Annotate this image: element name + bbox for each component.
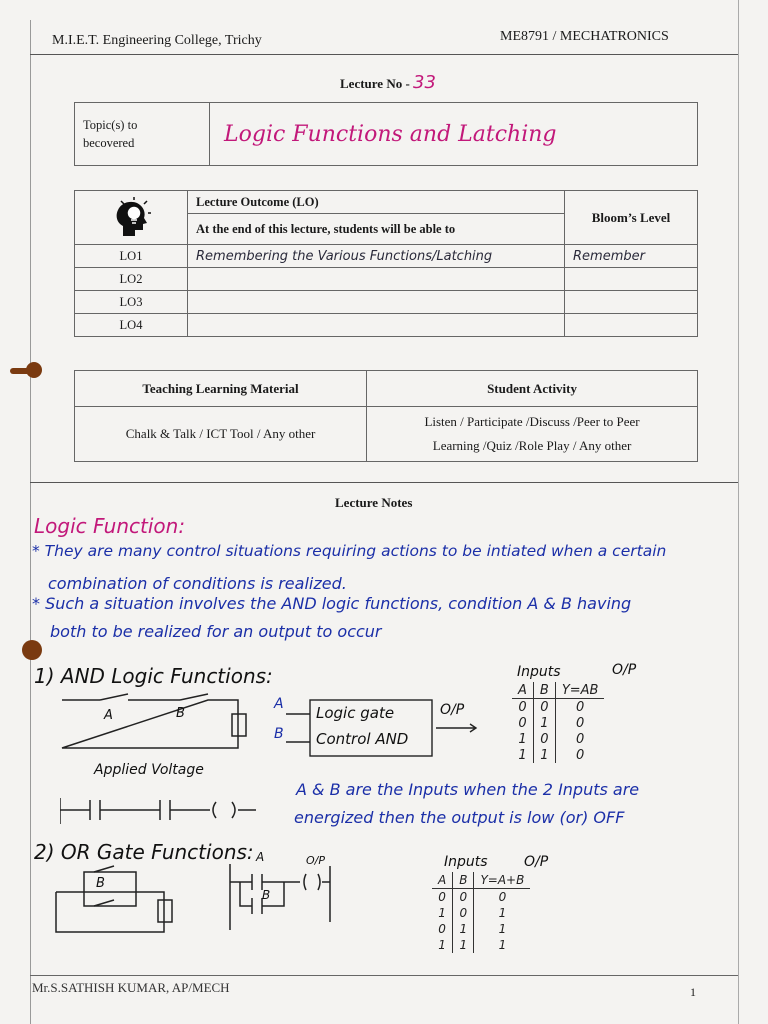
- lecture-label: Lecture No -: [340, 76, 414, 91]
- or-cell: 1: [453, 921, 474, 937]
- activity-options: [367, 407, 698, 462]
- college-name: M.I.E.T. Engineering College, Trichy: [52, 33, 262, 48]
- gate-output-label: O/P: [440, 702, 465, 718]
- notes-line-1: * They are many control situations requiring actions to be intiated when a certain: [32, 542, 667, 560]
- topic-value: Logic Functions and Latching: [210, 103, 698, 166]
- lo-icon-cell: [75, 191, 188, 245]
- and-cell: 1: [533, 715, 555, 731]
- lo-header: Lecture Outcome (LO): [188, 191, 565, 214]
- and-ladder-rung: [60, 796, 260, 826]
- applied-voltage-label: Applied Voltage: [94, 762, 204, 778]
- or-cell: 1: [498, 938, 507, 952]
- and-col-b: B: [533, 682, 555, 699]
- lo-text: [188, 291, 565, 314]
- logic-gate-label-1: Logic gate: [316, 704, 395, 722]
- topic-label: [75, 103, 210, 166]
- and-cell: 0: [576, 747, 585, 763]
- topic-table: [74, 102, 698, 166]
- or-cell: 1: [498, 922, 507, 936]
- binder-punch-tail-1: [10, 368, 32, 374]
- teaching-activity-table: [74, 370, 698, 462]
- or-col-a: A: [432, 872, 453, 889]
- header-divider: [30, 54, 738, 55]
- notes-divider: [30, 482, 738, 483]
- lo-bloom: Remember: [565, 245, 698, 268]
- or-col-b: B: [453, 872, 474, 889]
- lecture-number-value: 33: [413, 72, 436, 93]
- and-cell: 1: [512, 731, 533, 747]
- footer-divider: [30, 975, 738, 976]
- lo-id: LO3: [75, 291, 188, 314]
- lecture-notes-title: Lecture Notes: [335, 495, 413, 510]
- gate-input-b: B: [274, 726, 284, 742]
- notes-line-3: * Such a situation involves the AND logic functions, condition A & B having: [32, 594, 632, 613]
- lo-id: LO4: [75, 314, 188, 337]
- and-cell: 0: [512, 715, 533, 731]
- and-cell: 0: [576, 699, 585, 715]
- or-heading: 2) OR Gate Functions:: [34, 840, 254, 864]
- material-options: Chalk & Talk / ICT Tool / Any other: [75, 407, 367, 462]
- lecture-outcome-table: [74, 190, 698, 337]
- notes-line-4: both to be realized for an output to occur: [50, 622, 382, 641]
- or-cell: 1: [432, 937, 453, 953]
- or-table-inputs-label: Inputs: [444, 854, 488, 870]
- and-col-a: A: [512, 682, 533, 699]
- and-cell: 0: [512, 699, 533, 716]
- logic-gate-label-2: Control AND: [316, 730, 409, 748]
- page-number: 1: [690, 985, 696, 999]
- and-table-inputs-label: Inputs: [517, 664, 561, 680]
- topic-label-line2: becovered: [83, 136, 135, 150]
- activity-line2: Learning /Quiz /Role Play / Any other: [432, 438, 632, 453]
- footer-author: Mr.S.SATHISH KUMAR, AP/MECH: [32, 980, 230, 995]
- material-header: Teaching Learning Material: [75, 371, 367, 407]
- switch-label-a: A: [104, 708, 113, 723]
- lo-text: [188, 268, 565, 291]
- lecture-number: [340, 72, 436, 93]
- or-cell: 0: [432, 921, 453, 937]
- or-switch-label-b: B: [96, 876, 105, 891]
- activity-line1: Listen / Participate /Discuss /Peer to Peer: [424, 414, 640, 429]
- lo-bloom: [565, 268, 698, 291]
- explanation-line-1: A & B are the Inputs when the 2 Inputs are: [296, 780, 640, 799]
- gate-input-a: A: [274, 696, 284, 712]
- lo-subheader: At the end of this lecture, students will be able to: [188, 214, 565, 245]
- and-col-y: Y=AB: [555, 682, 604, 699]
- or-ladder-rung: [226, 862, 336, 932]
- or-ladder-label-a: A: [256, 850, 265, 864]
- or-cell: 1: [498, 906, 507, 920]
- or-cell: 1: [453, 937, 474, 953]
- lo-bloom: [565, 314, 698, 337]
- explanation-line-2: energized then the output is low (or) OFF: [294, 808, 625, 827]
- or-cell: 1: [432, 905, 453, 921]
- binder-punch-hole-2: [22, 640, 42, 660]
- course-code: ME8791 / MECHATRONICS: [500, 29, 669, 44]
- notes-line-2: combination of conditions is realized.: [48, 574, 347, 593]
- and-series-circuit: [60, 692, 260, 762]
- or-col-y: Y=A+B: [474, 872, 530, 889]
- and-truth-table: [512, 682, 604, 763]
- notes-heading: Logic Function:: [34, 514, 186, 538]
- or-cell: 0: [432, 889, 453, 906]
- or-cell: 0: [498, 890, 507, 904]
- switch-label-b: B: [176, 706, 185, 721]
- page-border-left: [30, 20, 31, 1024]
- and-cell: 0: [576, 715, 585, 731]
- or-cell: 0: [453, 905, 474, 921]
- or-cell: 0: [453, 889, 474, 906]
- lo-id: LO2: [75, 268, 188, 291]
- and-cell: 0: [533, 731, 555, 747]
- and-cell: 0: [576, 731, 585, 747]
- bloom-header: Bloom’s Level: [565, 191, 698, 245]
- page-border-right: [738, 0, 739, 1024]
- or-ladder-op-label: O/P: [306, 854, 325, 867]
- lo-text: Remembering the Various Functions/Latching: [188, 245, 565, 268]
- and-cell: 1: [512, 747, 533, 763]
- and-heading: 1) AND Logic Functions:: [34, 664, 273, 688]
- and-cell: 1: [533, 747, 555, 763]
- or-parallel-circuit: [54, 862, 184, 942]
- or-table-op-label: O/P: [524, 854, 549, 870]
- idea-head-icon: [109, 196, 153, 240]
- or-ladder-label-b: B: [262, 888, 271, 902]
- lo-bloom: [565, 291, 698, 314]
- or-truth-table: [432, 872, 530, 953]
- lo-text: [188, 314, 565, 337]
- and-table-op-label: O/P: [612, 662, 637, 678]
- topic-label-line1: Topic(s) to: [83, 118, 138, 132]
- lo-id: LO1: [75, 245, 188, 268]
- activity-header: Student Activity: [367, 371, 698, 407]
- and-cell: 0: [533, 699, 555, 716]
